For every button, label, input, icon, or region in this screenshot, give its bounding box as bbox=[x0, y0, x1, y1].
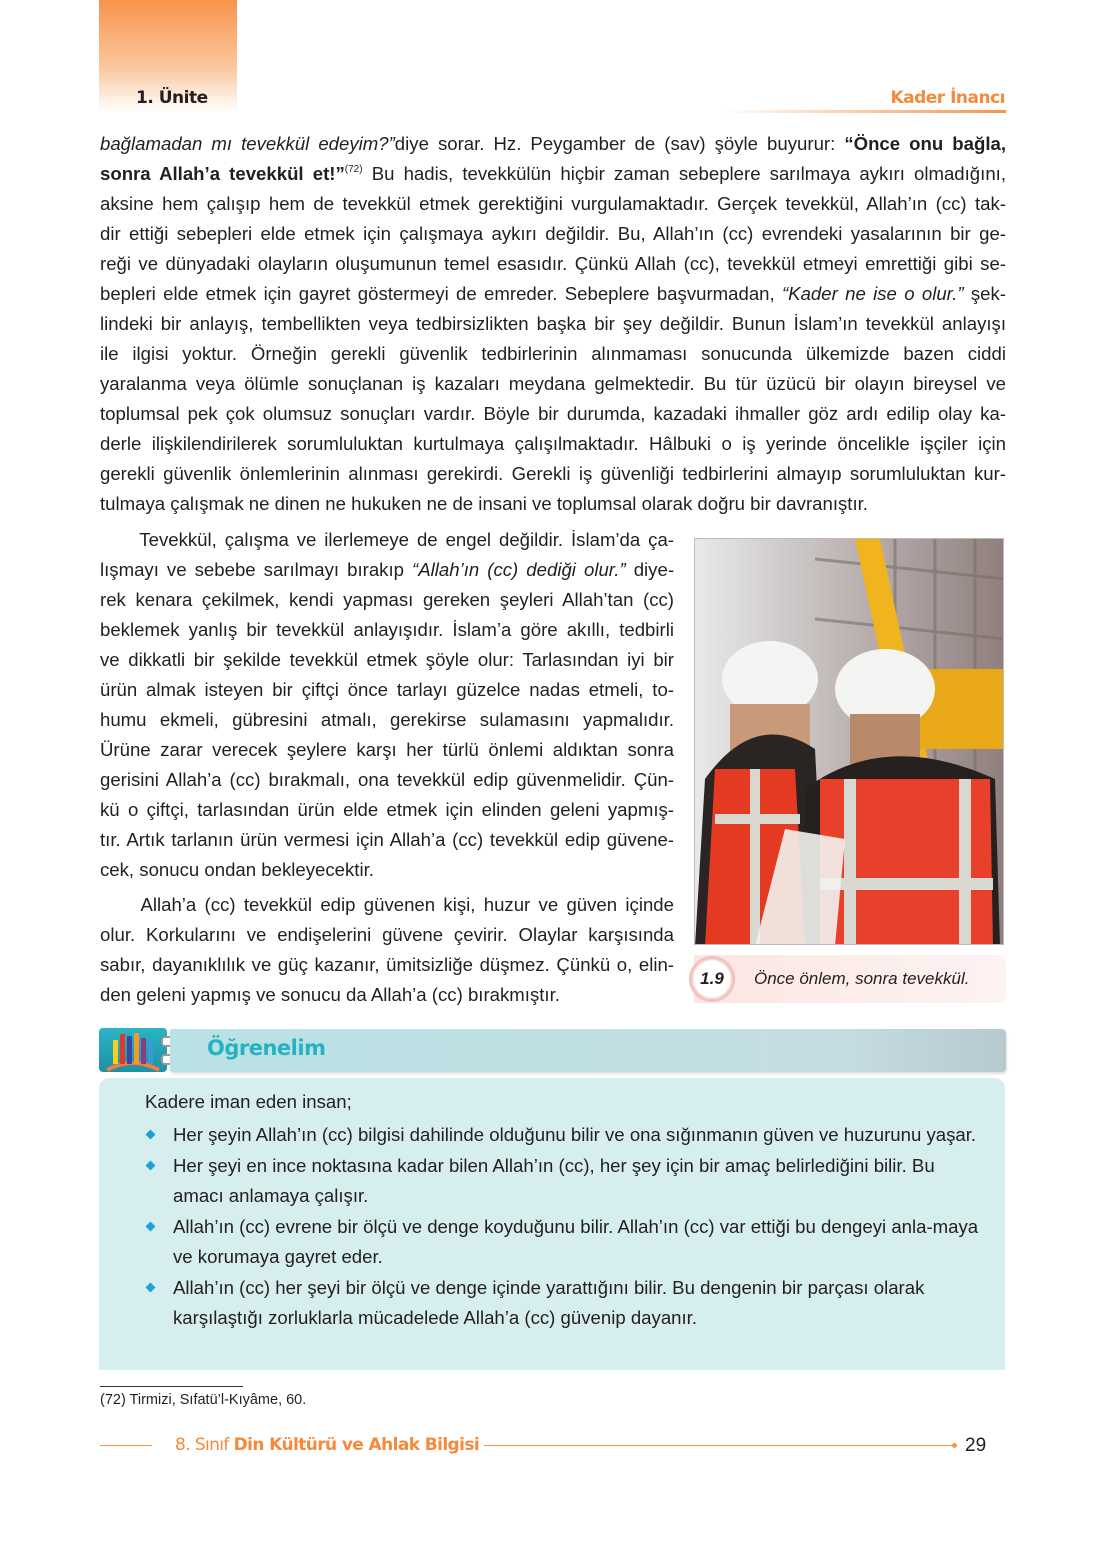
text-segment: den geleni yapmış ve sonucu da Allah’a (cc) bırakmıştır. bbox=[100, 984, 560, 1005]
text-line bbox=[100, 189, 1006, 219]
text-segment: bepleri elde etmek için gayret göstermeyi de emreder. Sebeplere başvurmadan, bbox=[100, 283, 782, 304]
text-segment: sonra Allah’a tevekkül et!” bbox=[100, 163, 345, 184]
text-segment: “Önce onu bağla, bbox=[844, 133, 1006, 154]
text-segment: cek, sonucu ondan bekleyecektir. bbox=[100, 859, 374, 880]
text-segment: humu ekmeli, gübresini atmalı, gerekirse sulamasını yapmalıdır. bbox=[100, 709, 674, 730]
text-segment: ve dikkatli bir şekilde tevekkül etmek şöyle olur: Tarlasından iyi bir bbox=[100, 649, 674, 670]
text-segment: tulmaya çalışmak ne dinen ne hukuken ne de insani ve toplumsal olarak doğru bir davranıştır. bbox=[100, 493, 868, 514]
text-line bbox=[100, 825, 674, 855]
learn-list bbox=[145, 1120, 988, 1334]
text-segment: olur. Korkularını ve endişelerini güvene çevirir. Olaylar karşısında bbox=[100, 924, 674, 945]
list-item-text: Her şeyin Allah’ın (cc) bilgisi dahilinde olduğunu bilir ve ona sığınmanın güven ve huzurunu yaşar. bbox=[173, 1124, 977, 1145]
text-segment: aksine hem çalışıp hem de tevekkül etmek gerektiğini vurgulamaktadır. Gerçek tevekkül, Allah’ın (cc) tak- bbox=[100, 193, 1006, 214]
text-line bbox=[100, 920, 674, 950]
text-segment: toplumsal pek çok olumsuz sonuçları vardır. Böyle bir durumda, kazadaki ihmaller göz ardı edilip olay ka- bbox=[100, 403, 1006, 424]
text-segment: gerekli güvenlik önlemlerinin alınması gerekirdi. Gerekli iş güvenliği tedbirlerini almayıp sorumluluktan kur- bbox=[100, 463, 1006, 484]
workers-photo bbox=[694, 538, 1004, 945]
list-item bbox=[145, 1273, 988, 1333]
bullet-icon bbox=[146, 1130, 156, 1140]
text-line bbox=[100, 890, 674, 920]
text-line bbox=[100, 795, 674, 825]
learn-hands-icon bbox=[99, 1028, 167, 1072]
footer-book-title bbox=[175, 1435, 479, 1455]
list-item bbox=[145, 1120, 988, 1150]
text-line bbox=[100, 585, 674, 615]
text-segment: diye- bbox=[625, 559, 675, 580]
text-segment: ürün almak isteyen bir çiftçi önce tarlayı güzelce nadas etmeli, to- bbox=[100, 679, 674, 700]
figure-number-badge: 1.9 bbox=[689, 956, 735, 1002]
text-segment: lışmayı ve sebebe sarılmayı bırakıp bbox=[100, 559, 413, 580]
text-segment: diye sorar. Hz. Peygamber de (sav) şöyle buyurur: bbox=[394, 133, 845, 154]
text-line bbox=[100, 950, 674, 980]
text-segment: (72) bbox=[344, 164, 363, 175]
text-segment: derle ilişkilendirilerek sorumluluktan kurtulmaya çalışılmaktadır. Hâlbuki o iş yerinde öncelikle işçiler için bbox=[100, 433, 1006, 454]
text-line bbox=[100, 980, 674, 1010]
list-item-text: Her şeyi en ince noktasına kadar bilen Allah’ın (cc), her şey için bir amaç belirlediğini bilir. Bu amacı anlamaya çalışır. bbox=[173, 1155, 935, 1206]
text-line bbox=[100, 735, 674, 765]
text-line bbox=[100, 525, 674, 555]
text-line bbox=[100, 765, 674, 795]
text-segment: şek- bbox=[963, 283, 1006, 304]
text-segment: Ürüne zarar verecek şeylere karşı her türlü önlemi aldıktan sonra bbox=[100, 739, 674, 760]
text-line bbox=[100, 279, 1006, 309]
list-item bbox=[145, 1212, 988, 1272]
footer-subject: Din Kültürü ve Ahlak Bilgisi bbox=[233, 1435, 480, 1455]
text-segment: Bu hadis, tevekkülün hiçbir zaman sebeplere sarılmaya aykırı olmadığını, bbox=[362, 163, 1006, 184]
text-line bbox=[100, 855, 674, 885]
text-line bbox=[100, 675, 674, 705]
text-line bbox=[100, 399, 1006, 429]
unit-label: 1. Ünite bbox=[136, 88, 208, 108]
text-line bbox=[100, 645, 674, 675]
text-segment: dir ettiği sebepleri elde etmek için çalışmaya aykırı değildir. Bu, Allah’ın (cc) evrendeki yasalarının bir ge- bbox=[100, 223, 1006, 244]
text-segment: reği ve dünyadaki olayların oluşumunun temel esasıdır. Çünkü Allah (cc), tevekkül etmeyi emrettiği gibi se- bbox=[100, 253, 1006, 274]
text-line bbox=[100, 339, 1006, 369]
list-item-text: Allah’ın (cc) evrene bir ölçü ve denge koyduğunu bilir. Allah’ın (cc) var ettiği bu dengeyi anla-maya ve korumaya gayret eder. bbox=[173, 1216, 979, 1267]
text-segment: yaralanma veya ölümle sonuçlanan iş kazaları meydana gelmektedir. Bu tür üzücü bir olayın bireysel ve bbox=[100, 373, 1006, 394]
text-line bbox=[100, 615, 674, 645]
text-segment: lindeki bir anlayış, tembellikten veya tedbirsizlikten başka bir şey değildir. Bunun İslam’ın tevekkül anlayışı bbox=[100, 313, 1006, 334]
text-line bbox=[100, 219, 1006, 249]
text-segment: “Kader ne ise o olur.” bbox=[781, 283, 964, 304]
text-line bbox=[100, 309, 1006, 339]
text-line bbox=[100, 705, 674, 735]
list-item bbox=[145, 1151, 988, 1211]
text-segment: tır. Artık tarlanın ürün vermesi için Allah’a (cc) tevekkül edip güvene- bbox=[100, 829, 674, 850]
text-segment: sabır, dayanıklılık ve güç kazanır, ümitsizliğe düşmez. Çünkü o, elin- bbox=[100, 954, 674, 975]
text-line bbox=[100, 129, 1006, 159]
text-segment: beklemek yanlış bir tevekkül anlayışıdır. İslam’a göre akıllı, tedbirli bbox=[100, 619, 674, 640]
page-number: 29 bbox=[965, 1435, 987, 1456]
figure-caption: Önce önlem, sonra tevekkül. bbox=[754, 969, 970, 988]
text-line bbox=[100, 159, 1006, 189]
text-line bbox=[100, 429, 1006, 459]
footer-rule-right bbox=[484, 1445, 954, 1446]
chapter-rule bbox=[720, 110, 1006, 113]
paragraph-3 bbox=[100, 890, 674, 1010]
text-line bbox=[100, 369, 1006, 399]
text-segment: Allah’a (cc) tevekkül edip güvenen kişi, huzur ve güven içinde bbox=[100, 894, 674, 915]
footer-grade: 8. Sınıf bbox=[175, 1435, 234, 1455]
paragraph-2 bbox=[100, 525, 674, 885]
text-line bbox=[100, 249, 1006, 279]
chapter-title: Kader İnancı bbox=[890, 88, 1005, 108]
text-line bbox=[100, 489, 1006, 519]
text-segment: Tevekkül, çalışma ve ilerlemeye de engel değildir. İslam’da ça- bbox=[100, 529, 674, 550]
bullet-icon bbox=[146, 1161, 156, 1171]
text-segment: gerisini Allah’a (cc) bırakmalı, ona tevekkül edip güvenmelidir. Çün- bbox=[100, 769, 674, 790]
text-segment: “Allah’ın (cc) dediği olur.” bbox=[412, 559, 626, 580]
bullet-icon bbox=[146, 1283, 156, 1293]
text-segment: ile ilgisi yoktur. Örneğin gerekli güvenlik tedbirlerinin alınmaması sonucunda ülkemizde bazen ciddi bbox=[100, 343, 1006, 364]
learn-title: Öğrenelim bbox=[207, 1036, 326, 1060]
paragraph-1 bbox=[100, 129, 1006, 519]
footnote-rule bbox=[100, 1386, 243, 1387]
footnote: (72) Tirmizi, Sıfatü’l-Kıyâme, 60. bbox=[100, 1392, 307, 1408]
footer-dot bbox=[952, 1443, 957, 1448]
bullet-icon bbox=[146, 1222, 156, 1232]
text-segment: bağlamadan mı tevekkül edeyim?” bbox=[100, 133, 395, 154]
text-line bbox=[100, 459, 1006, 489]
text-segment: kü o çiftçi, tarlasından ürün elde etmek için elinden geleni yapmış- bbox=[100, 799, 674, 820]
list-item-text: Allah’ın (cc) her şeyi bir ölçü ve denge içinde yarattığını bilir. Bu dengenin bir parçası olarak karşılaştığı zorluklarla mücadelede Allah’a (cc) güvenip dayanır. bbox=[173, 1277, 925, 1328]
footer-rule-left bbox=[100, 1445, 152, 1446]
learn-intro: Kadere iman eden insan; bbox=[145, 1091, 352, 1112]
text-segment: rek kenara çekilmek, kendi yapması gereken şeyleri Allah’tan (cc) bbox=[100, 589, 674, 610]
text-line bbox=[100, 555, 674, 585]
